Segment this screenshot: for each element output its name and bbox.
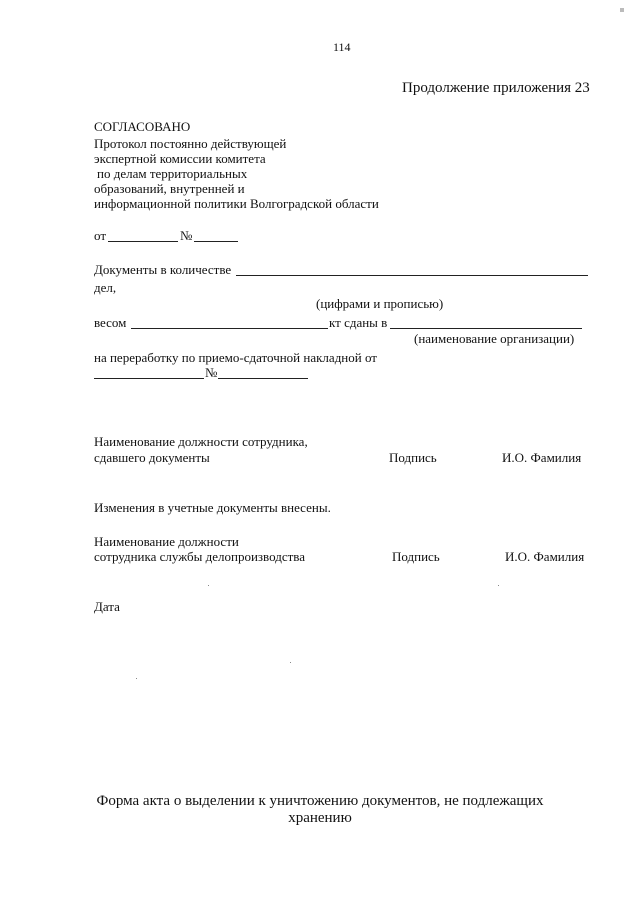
appendix-label: Продолжение приложения 23 xyxy=(402,80,590,96)
date-label: Дата xyxy=(94,599,120,614)
invoice-date-blank[interactable] xyxy=(94,378,204,379)
position-label: сотрудника службы делопроизводства xyxy=(94,549,306,564)
organization-hint: (наименование организации) xyxy=(414,331,575,346)
recycling-label: на переработку по приемо-сдаточной накладной от xyxy=(94,350,377,365)
documents-units-label: дел, xyxy=(94,280,117,295)
scan-speck xyxy=(498,585,499,586)
signature-label: Подпись xyxy=(392,549,440,564)
documents-count-label: Документы в количестве xyxy=(94,262,232,277)
approval-heading: СОГЛАСОВАНО xyxy=(94,119,191,134)
scan-speck xyxy=(136,678,137,679)
approval-from-label: от xyxy=(94,228,107,243)
approval-line: образований, внутренней и xyxy=(94,181,245,196)
approval-line: по делам территориальных xyxy=(97,166,248,181)
weight-label: весом xyxy=(94,315,127,330)
weight-blank[interactable] xyxy=(131,328,328,329)
invoice-number-blank[interactable] xyxy=(218,378,308,379)
digits-hint: (цифрами и прописью) xyxy=(316,296,444,311)
scan-speck xyxy=(620,8,624,12)
form-title: хранению xyxy=(288,810,352,826)
scan-speck xyxy=(290,662,291,663)
position-label: Наименование должности xyxy=(94,534,239,549)
approval-date-blank[interactable] xyxy=(108,241,178,242)
changes-note: Изменения в учетные документы внесены. xyxy=(94,500,331,515)
signature-label: Подпись xyxy=(389,450,437,465)
position-label: сдавшего документы xyxy=(94,450,210,465)
approval-no-label: № xyxy=(180,228,193,243)
approval-line: экспертной комиссии комитета xyxy=(94,151,266,166)
form-title: Форма акта о выделении к уничтожению документов, не подлежащих xyxy=(96,793,544,809)
invoice-no-label: № xyxy=(205,365,218,380)
kg-label: кт сданы в xyxy=(329,315,388,330)
approval-line: Протокол постоянно действующей xyxy=(94,136,287,151)
position-label: Наименование должности сотрудника, xyxy=(94,434,308,449)
approval-number-blank[interactable] xyxy=(194,241,238,242)
scan-speck xyxy=(208,585,209,586)
name-label: И.О. Фамилия xyxy=(502,450,582,465)
organization-blank[interactable] xyxy=(390,328,582,329)
documents-count-blank[interactable] xyxy=(236,275,588,276)
approval-line: информационной политики Волгоградской области xyxy=(94,196,379,211)
name-label: И.О. Фамилия xyxy=(505,549,585,564)
page-number: 114 xyxy=(333,40,351,54)
